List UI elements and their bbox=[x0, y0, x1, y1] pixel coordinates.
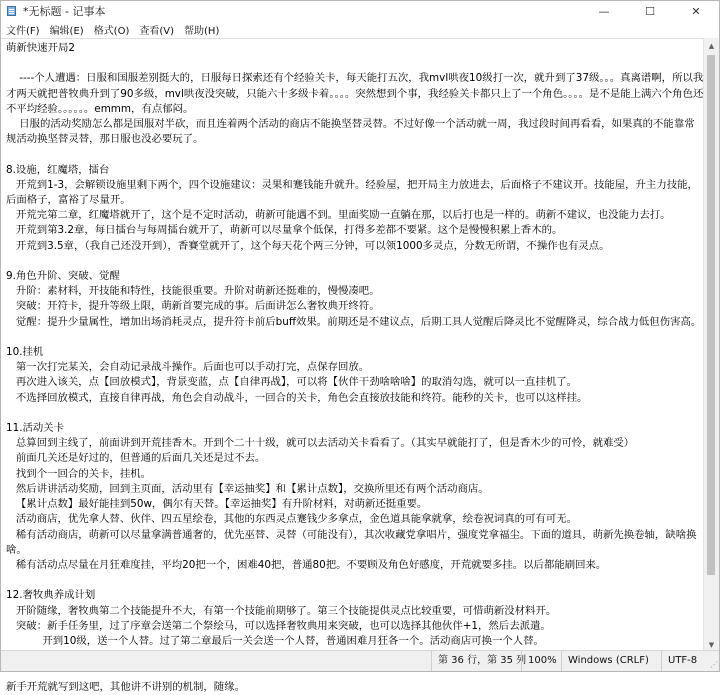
menu-view[interactable]: 查看(V) bbox=[139, 26, 175, 37]
minimize-button[interactable]: — bbox=[598, 4, 610, 18]
maximize-button[interactable]: ☐ bbox=[645, 4, 655, 18]
zoom-level: 100% bbox=[521, 651, 561, 671]
scroll-up-arrow-icon[interactable]: ▲ bbox=[708, 41, 715, 50]
scroll-down-arrow-icon[interactable]: ▼ bbox=[708, 640, 715, 649]
close-button[interactable]: ✕ bbox=[691, 4, 701, 18]
notepad-icon bbox=[6, 5, 18, 17]
menu-file[interactable]: 文件(F) bbox=[6, 26, 40, 37]
menu-edit[interactable]: 编辑(E) bbox=[49, 26, 84, 37]
menu-help[interactable]: 帮助(H) bbox=[184, 26, 220, 37]
encoding: UTF-8 bbox=[661, 651, 719, 671]
resize-grip-icon[interactable]: ⋰ bbox=[710, 660, 718, 669]
window-controls bbox=[581, 1, 719, 21]
cursor-position: 第 36 行，第 35 列 bbox=[431, 651, 521, 671]
title-bar[interactable] bbox=[1, 1, 719, 21]
document-text[interactable]: 萌新快速开局2 ----个人遭遇：日服和国服差别挺大的，日服每日探索还有个经验关卡，每天能打五次，我mvl哄夜10级打一次，就升到了37级。。。真离谱啊，所以我才两天就把普牧典升到了90多级，mvl哄夜没突破，只能六十多级卡着。。。。突然想到个事，我经验关卡都只上了一个角色。。。。是不是能上满六个角色还不平均经验。。。。。。emmm，有点郁闷。 日服的活动奖励怎么都是国服对半砍，而且连着两个活动的商店不能换坚替灵替。不过好像一个活动就一周，我过段时间再看看，如果真的不能靠常规活动换坚替灵替，那日服也没必要玩了。 8.设施，红魔塔，擂台 开荒到1-3，会解锁设施里剩下两个，四个设施建议：灵果和蹇钱能升就升。经验屋，把开局主力放进去，后面格子不建议开。技能屋，升主力技能，后面格子，富裕了尽量开。 开荒完第二章，红魔塔就开了，这个是不定时活动，萌新可能遇不到。里面奖励一直躺在那，以后打也是一样的。萌新不建议，也没能力去打。 开荒到第3.2章，每日擂台与每周擂台就开了，萌新可以尽量拿个低保，打得多差都不要紧。这个是慢慢积累上香木的。 开荒到3.5章，（我自己还没开到），香賽堂就开了，这个每天花个两三分钟，可以领1000多灵点，分数无所谓，不操作也有灵点。 9.角色升阶、突破、觉醒 升阶：素材料，开技能和特性，技能很重要。升阶对萌新还挺难的，慢慢凑吧。 突破：开符卡，提升等级上限，萌新首要完成的事。后面讲怎么奢牧典开终符。 觉醒：提升少量属性，增加出场消耗灵点，提升符卡前后buff效果。前期还是不建议点，后期工具人觉醒后降灵比不觉醒降灵，综合战力低但伤害高。 10.挂机 第一次打完某关，会自动记录战斗操作。后面也可以手动打完，点保存回放。 再次进入该关，点【回放模式】，背景变蓝，点【自律再战】，可以将【伙伴干劲啥啥啥】的取消勾选，就可以一直挂机了。 不选择回放模式，直接自律再战，角色会自动战斗，一回合的关卡，角色会直接放技能和终符。能秒的关卡，也可以这样挂。 11.活动关卡 总算回到主线了，前面讲到开荒挂香木。开到个二十十级，就可以去活动关卡看看了。（其实早就能打了，但是香木少的可怜，就难受） 前面几关还是好过的，但普通的后面几关还是过不去。 找到个一回合的关卡，挂机。 然后讲讲活动奖励，回到主页面，活动里有【幸运抽奖】和【累计点数】，交换所里还有两个活动商店。 【累计点数】最好能挂到50w，偶尔有天替。【幸运抽奖】有升阶材料，对萌新还挺重要。 活动商店，优先拿人替、伙伴、四五星绘卷，其他的东西灵点蹇钱少多拿点，金色道具能拿就拿，绘卷祝词真的可有可无。 稀有活动商店，萌新可以尽量拿满普通奢的，优先巫替、灵替（可能没有），其次收藏党拿唱片，强度党拿福尘。下面的道具，萌新先换卷轴，缺啥换啥。 稀有活动点尽量在月狂难度挂，平均20把一个，困难40把，普通80把。不要顾及角色好感度，开荒就要多挂。以后都能刷回来。 12.奢牧典养成计划 开阶随缘，奢牧典第二个技能提升不大，有第一个技能前期够了。第三个技能提供灵点比较重要，可惜萌新没材料开。 突破：新手任务里，过了序章会送第二个祭绘马，可以选择奢牧典用来突破，也可以选择其他伙伴+1，然后去派遣。 开到10级，送一个人替。过了第二章最后一关会送一个人替，普通困难月狂各一个。活动商店可换一个人替。 新手开荒就写到这吧，其他讲不讲别的机制，随缘。 bbox=[6, 42, 704, 693]
line-ending: Windows (CRLF) bbox=[561, 651, 661, 671]
window-title: *无标题 - 记事本 bbox=[23, 5, 106, 18]
scrollbar-thumb[interactable] bbox=[707, 55, 715, 575]
menu-format[interactable]: 格式(O) bbox=[93, 26, 130, 37]
status-bar bbox=[1, 650, 719, 671]
menu-bar bbox=[1, 21, 719, 38]
vertical-scrollbar[interactable] bbox=[703, 38, 719, 652]
